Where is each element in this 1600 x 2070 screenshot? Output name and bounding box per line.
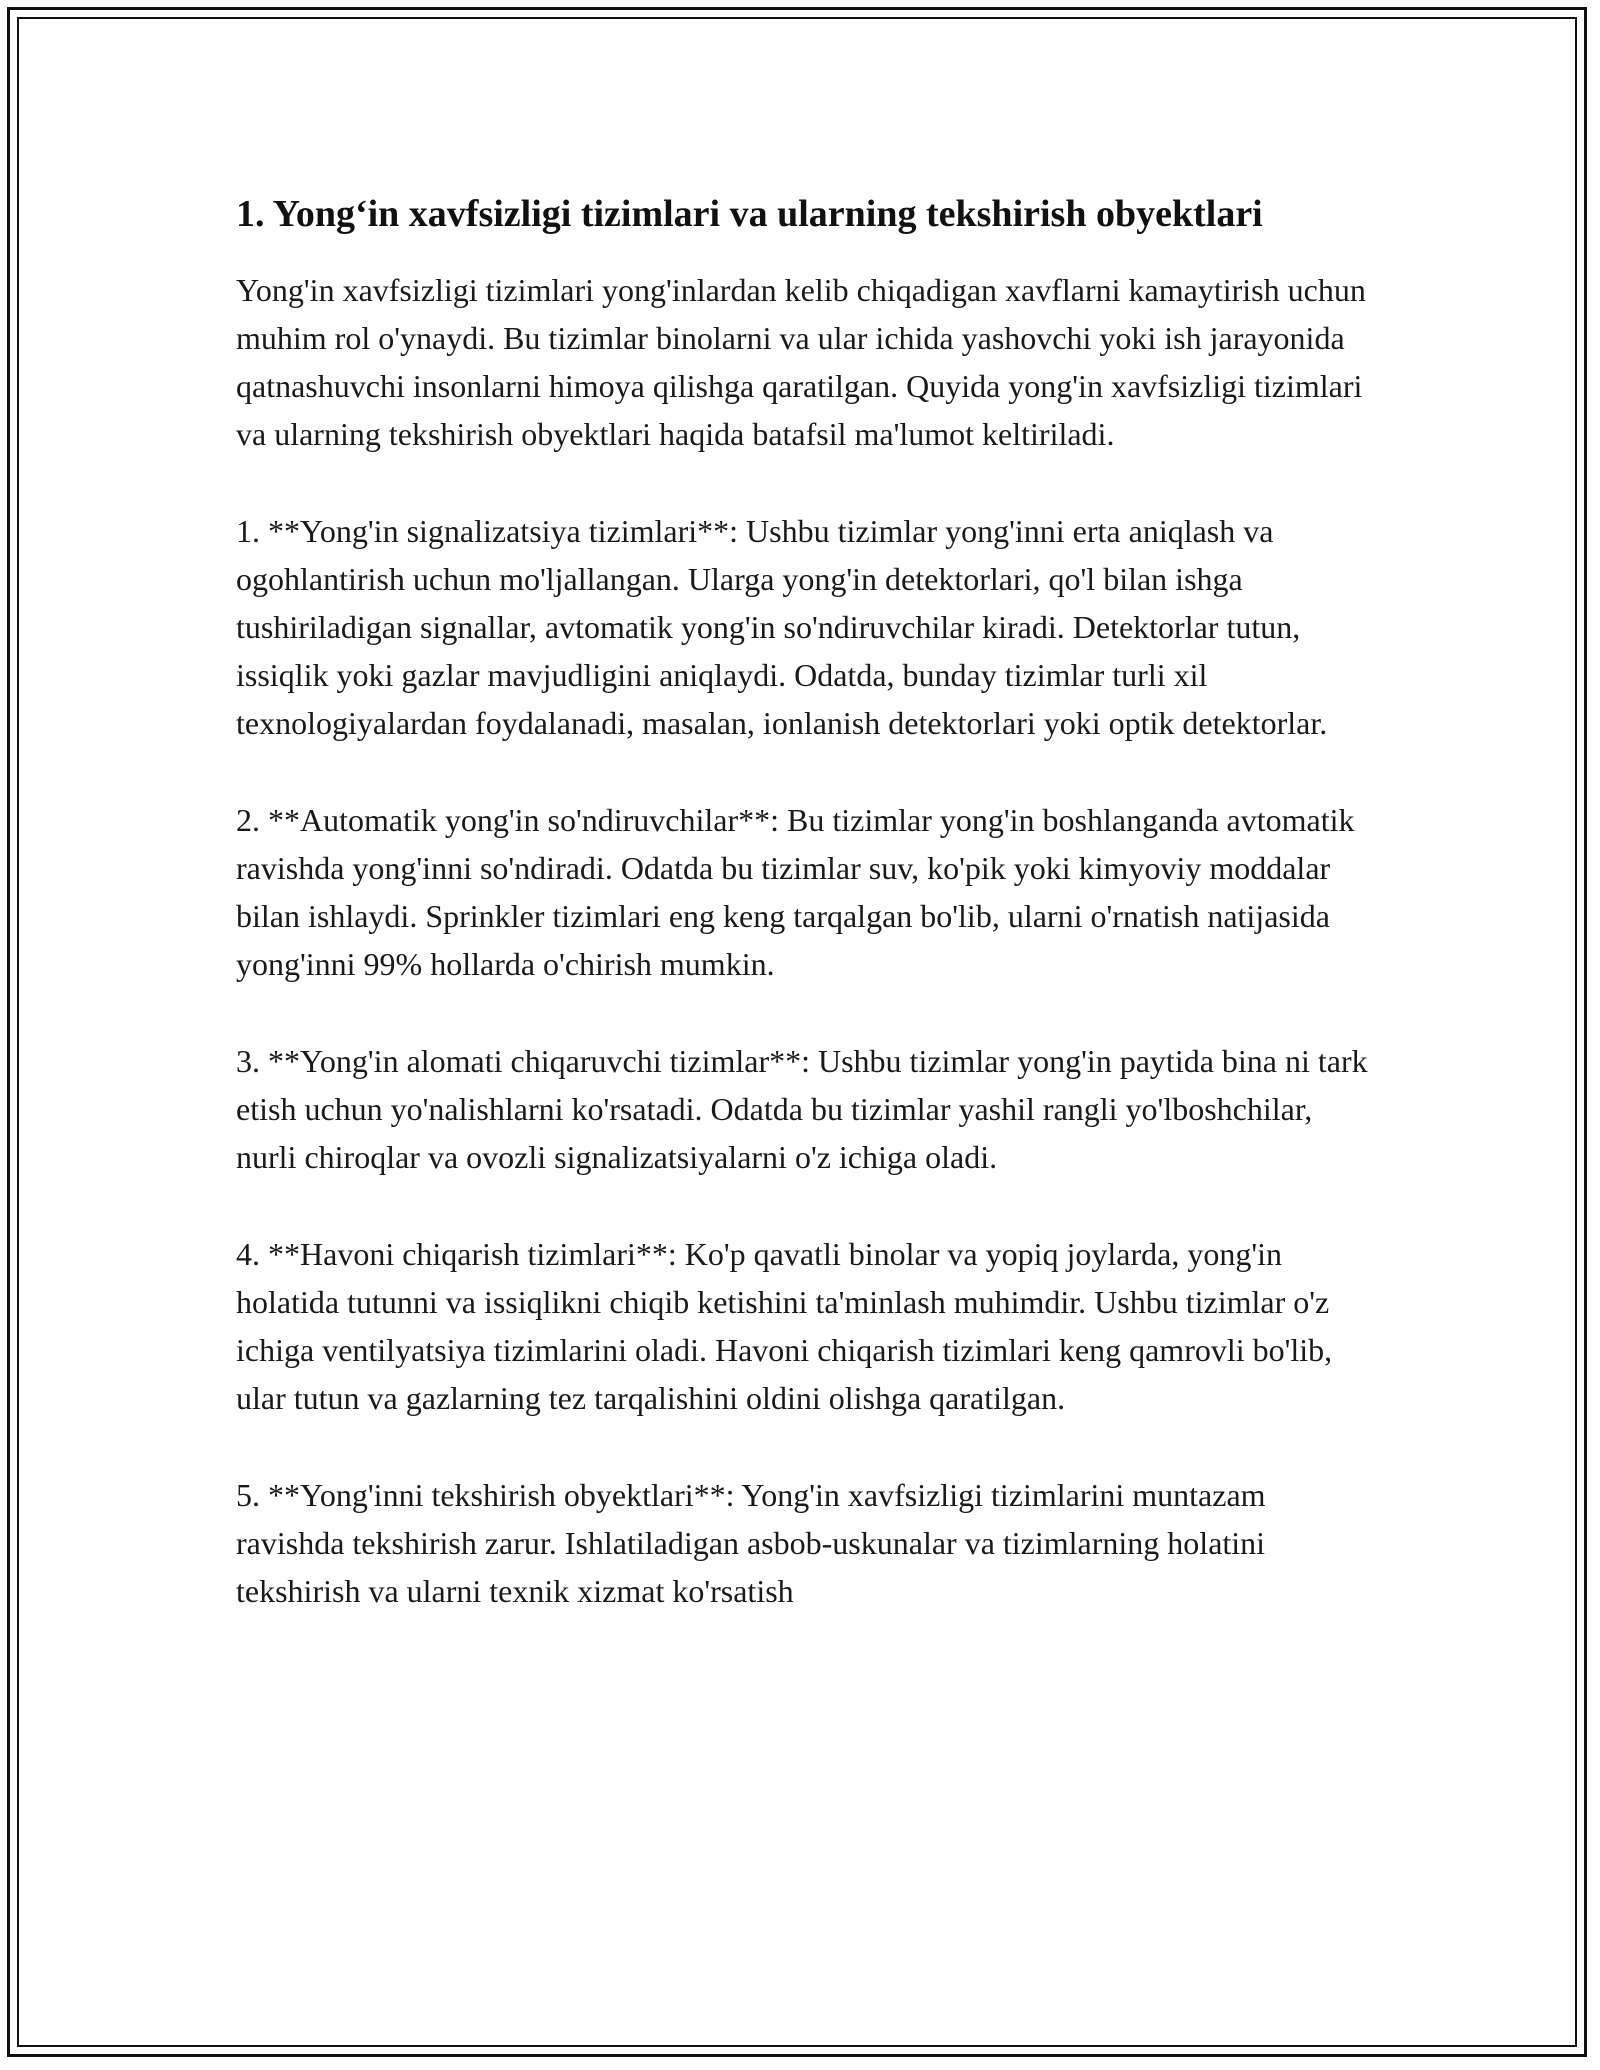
page-title: 1. Yong‘in xavfsizligi tizimlari va ularning tekshirish obyektlari — [236, 193, 1263, 235]
paragraph-intro: Yong'in xavfsizligi tizimlari yong'inlardan kelib chiqadigan xavflarni kamaytirish uchun muhim rol o'ynaydi. Bu tizimlar binolarni va ular ichida yashovchi yoki ish jarayonida qatnashuvchi insonlarni himoya qilishga qaratilgan. Quyida yong'in xavfsizligi tizimlari va ularning tekshirish obyektlari haqida batafsil ma'lumot keltiriladi. — [236, 272, 1366, 452]
paragraph-item-3: 3. **Yong'in alomati chiqaruvchi tizimlar**: Ushbu tizimlar yong'in paytida bina ni tark etish uchun yo'nalishlarni ko'rsatadi. Odatda bu tizimlar yashil rangli yo'lboshchilar, nurli chiroqlar va ovozli signalizatsiyalarni o'z ichiga oladi. — [236, 1043, 1368, 1175]
paragraph-item-5: 5. **Yong'inni tekshirish obyektlari**: Yong'in xavfsizligi tizimlarini muntazam ravishda tekshirish zarur. Ishlatiladigan asbob-uskunalar va tizimlarning holatini tekshirish va ularni texnik xizmat ko'rsatish — [236, 1477, 1266, 1609]
document-body — [236, 186, 1376, 1664]
paragraph-item-4: 4. **Havoni chiqarish tizimlari**: Ko'p qavatli binolar va yopiq joylarda, yong'in holatida tutunni va issiqlikni chiqib ketishini ta'minlash muhimdir. Ushbu tizimlar o'z ichiga ventilyatsiya tizimlarini oladi. Havoni chiqarish tizimlari keng qamrovli bo'lib, ular tutun va gazlarning tez tarqalishini oldini olishga qaratilgan. — [236, 1236, 1333, 1416]
paragraph-item-2: 2. **Automatik yong'in so'ndiruvchilar**: Bu tizimlar yong'in boshlanganda avtomatik ravishda yong'inni so'ndiradi. Odatda bu tizimlar suv, ko'pik yoki kimyoviy moddalar bilan ishlaydi. Sprinkler tizimlari eng keng tarqalgan bo'lib, ularni o'rnatish natijasida yong'inni 99% hollarda o'chirish mumkin. — [236, 802, 1355, 982]
paragraph-item-1: 1. **Yong'in signalizatsiya tizimlari**: Ushbu tizimlar yong'inni erta aniqlash va ogohlantirish uchun mo'ljallangan. Ularga yong'in detektorlari, qo'l bilan ishga tushiriladigan signallar, avtomatik yong'in so'ndiruvchilar kiradi. Detektorlar tutun, issiqlik yoki gazlar mavjudligini aniqlaydi. Odatda, bunday tizimlar turli xil texnologiyalardan foydalanadi, masalan, ionlanish detektorlari yoki optik detektorlar. — [236, 513, 1328, 741]
